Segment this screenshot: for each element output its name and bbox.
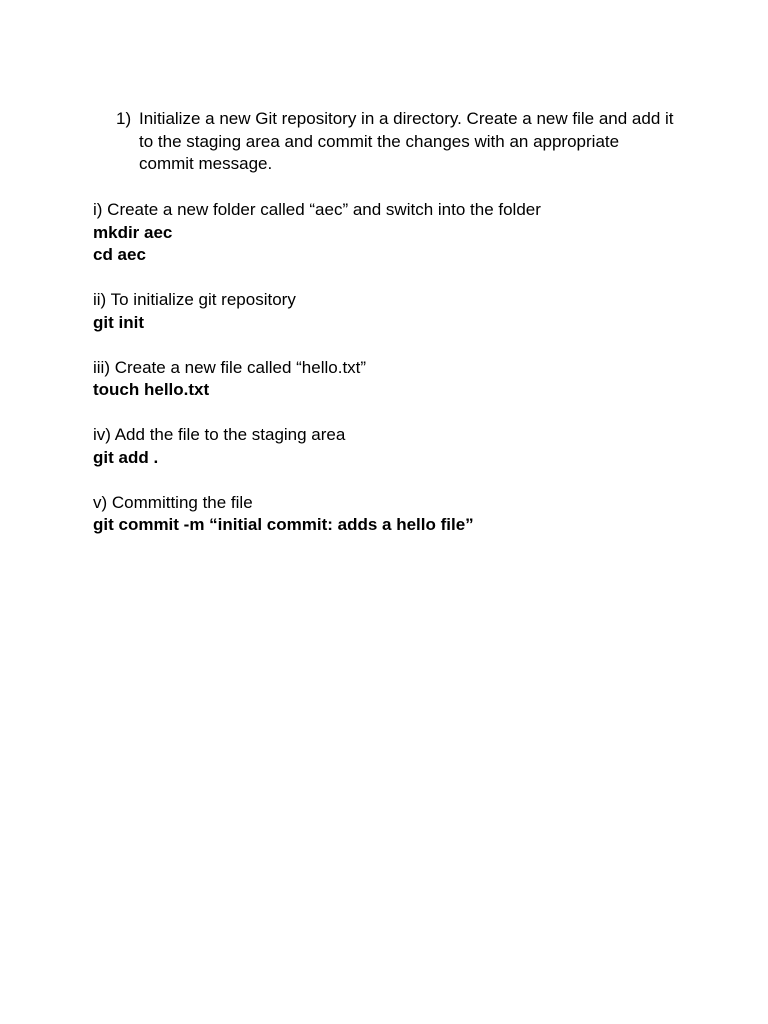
step-command: touch hello.txt: [93, 380, 210, 399]
step-description: iv) Add the file to the staging area: [93, 425, 346, 444]
step-description: v) Committing the file: [93, 492, 253, 512]
step-command: git init: [93, 312, 144, 332]
steps-list: [93, 199, 713, 559]
step-create-file: [93, 357, 713, 402]
task-number: 1): [116, 109, 132, 128]
step-description: ii) To initialize git repository: [93, 290, 296, 309]
step-commit: [93, 492, 713, 537]
step-command: cd aec: [93, 245, 146, 264]
task-text: Initialize a new Git repository in a directory. Create a new file and add it to the staging area and commit the changes with an appropriate commit message.: [139, 109, 674, 173]
step-init-repo: [93, 289, 713, 334]
step-stage-file: [93, 424, 713, 469]
step-command: git add .: [93, 447, 159, 467]
step-command: mkdir aec: [93, 222, 173, 242]
step-description: i) Create a new folder called “aec” and switch into the folder: [93, 200, 541, 219]
step-description: iii) Create a new file called “hello.txt”: [93, 357, 367, 377]
step-create-folder: [93, 199, 713, 267]
task-statement: [116, 108, 676, 176]
step-command: git commit -m “initial commit: adds a hello file”: [93, 515, 474, 534]
